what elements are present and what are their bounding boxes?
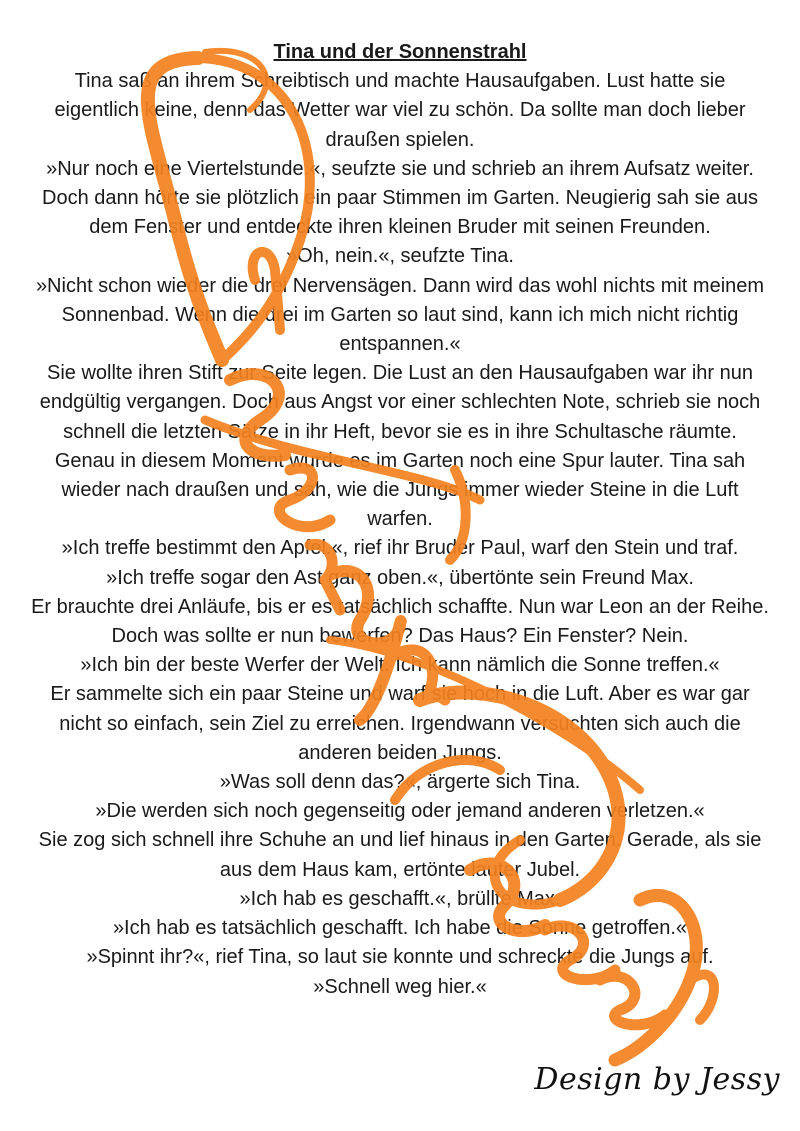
story-paragraph-5: »Nicht schon wieder die drei Nervensägen. Dann wird das wohl nichts mit meinem Sonnenbad. Wenn die drei im Garten so laut sind, kann ich mich nicht richtig entspannen.« bbox=[35, 274, 765, 356]
story-paragraph-6: Sie wollte ihren Stift zur Seite legen. Die Lust an den Hausaufgaben war ihr nun endgültig vergangen. Doch aus Angst vor einer schlechten Note, schrieb sie noch schnell die letzten Sätze in ihr Heft, bevor sie es in ihre Schultasche räumte. bbox=[39, 362, 761, 443]
story-paragraph-4: »Oh, nein.«, seufzte Tina. bbox=[286, 245, 514, 268]
story-title: Tina und der Sonnenstrahl bbox=[273, 41, 527, 63]
story-paragraph-18: »Spinnt ihr?«, rief Tina, so laut sie konnte und schreckte die Jungs auf. bbox=[86, 946, 714, 969]
story-paragraph-15: Sie zog sich schnell ihre Schuhe an und lief hinaus in den Garten. Gerade, als sie aus dem Haus kam, ertönte lauter Jubel. bbox=[38, 829, 762, 881]
story-paragraph-13: »Was soll denn das?«, ärgerte sich Tina. bbox=[219, 771, 581, 794]
story-paragraph-9: »Ich treffe sogar den Ast ganz oben.«, übertönte sein Freund Max. bbox=[106, 566, 694, 589]
story-paragraph-12: Er sammelte sich ein paar Steine und warf sie hoch in die Luft. Aber es war gar nicht so einfach, sein Ziel zu erreichen. Irgendwann versuchten sich auch die anderen beiden Jungs. bbox=[50, 683, 750, 764]
story-body bbox=[30, 38, 770, 1002]
story-paragraph-1: Tina saß an ihrem Schreibtisch und machte Hausaufgaben. Lust hatte sie eigentlich keine, denn das Wetter war viel zu schön. Da sollte man doch lieber draußen spielen. bbox=[54, 70, 746, 151]
story-paragraph-3: Doch dann hörte sie plötzlich ein paar Stimmen im Garten. Neugierig sah sie aus dem Fenster und entdeckte ihren kleinen Bruder mit seinen Freunden. bbox=[42, 187, 758, 239]
story-paragraph-2: »Nur noch eine Viertelstunde.«, seufzte sie und schrieb an ihrem Aufsatz weiter. bbox=[46, 157, 754, 180]
story-paragraph-14: »Die werden sich noch gegenseitig oder jemand anderen verletzen.« bbox=[95, 800, 705, 823]
design-by-jessy-signature: Design by Jessy bbox=[534, 1062, 780, 1097]
story-paragraph-8: »Ich treffe bestimmt den Apfel.«, rief ihr Bruder Paul, warf den Stein und traf. bbox=[61, 537, 739, 560]
story-paragraph-7: Genau in diesem Moment wurde es im Garten noch eine Spur lauter. Tina sah wieder nach draußen und sah, wie die Jungs immer wieder Steine in die Luft warfen. bbox=[54, 449, 746, 531]
story-paragraph-10: Er brauchte drei Anläufe, bis er es tatsächlich schaffte. Nun war Leon an der Reihe. Doch was sollte er nun bewerfen? Das Haus? Ein Fenster? Nein. bbox=[31, 595, 769, 648]
story-paragraph-11: »Ich bin der beste Werfer der Welt. Ich kann nämlich die Sonne treffen.« bbox=[80, 654, 720, 677]
story-paragraph-19: »Schnell weg hier.« bbox=[313, 975, 487, 998]
story-paragraph-17: »Ich hab es tatsächlich geschafft. Ich habe die Sonne getroffen.« bbox=[112, 917, 688, 940]
story-paragraph-16: »Ich hab es geschafft.«, brüllte Max. bbox=[239, 887, 561, 910]
